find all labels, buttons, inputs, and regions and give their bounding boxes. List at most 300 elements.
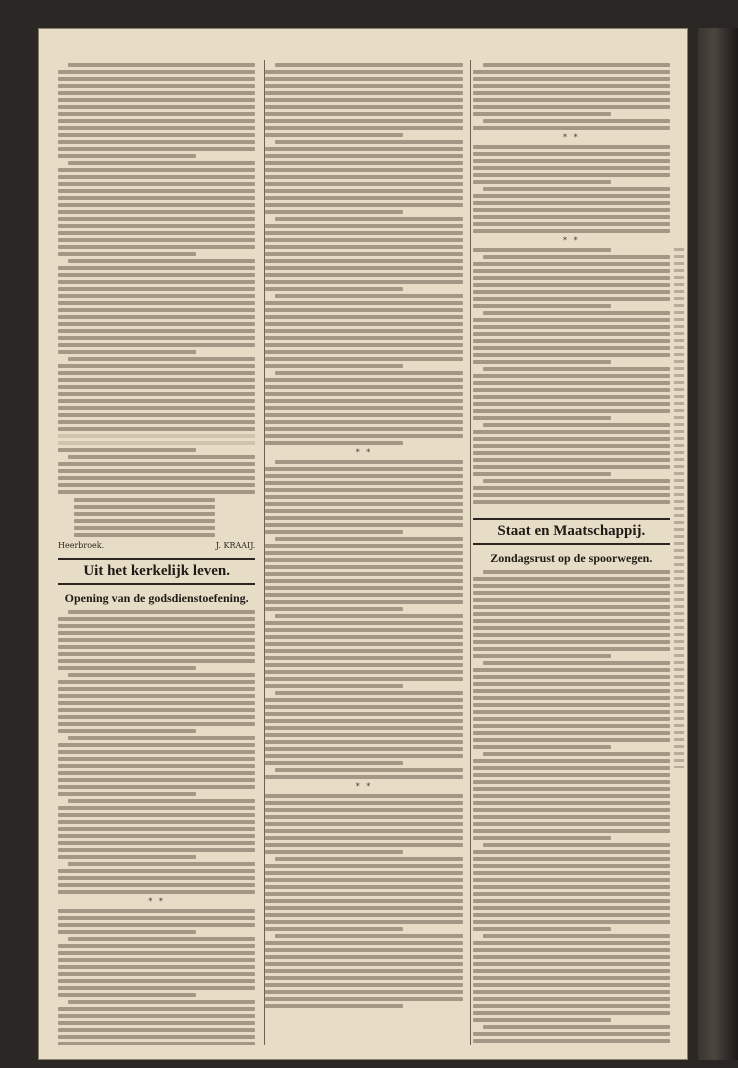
text-line [473,605,670,609]
text-line [265,829,462,833]
text-line [68,259,255,263]
text-line [58,848,255,852]
text-line [58,287,255,291]
text-line [58,930,196,934]
text-line [58,490,255,494]
text-line [58,785,255,789]
text-line [473,633,670,637]
text-line [473,262,670,266]
text-line [58,958,255,962]
text-line [473,145,670,149]
text-line [473,194,670,198]
text-line [58,965,255,969]
text-line [473,962,670,966]
text-line [265,843,462,847]
text-line [58,105,255,109]
text-line [58,841,255,845]
text-line [265,280,462,284]
text-line [58,280,255,284]
text-line [275,537,462,541]
text-line [265,98,462,102]
text-line [275,217,462,221]
text-line [265,308,462,312]
text-line [483,934,670,938]
text-line [58,1042,255,1045]
text-line [473,318,670,322]
text-line [58,322,255,326]
text-line [473,486,670,490]
section-separator: * * [355,782,373,791]
text-line [58,1028,255,1032]
text-line [473,458,670,462]
text-line [275,294,462,298]
text-line [58,336,255,340]
text-line [58,1035,255,1039]
text-line [473,983,670,987]
margin-bleed [674,248,684,768]
text-line [265,420,462,424]
text-line [58,687,255,691]
text-line [265,175,462,179]
text-line [265,350,462,354]
text-line [58,434,255,438]
text-line [473,1039,670,1043]
text-line [265,259,462,263]
text-line [265,301,462,305]
text-line [473,346,670,350]
text-line [265,850,403,854]
text-line [473,465,670,469]
text-line [58,413,255,417]
text-line [473,248,611,252]
text-line [265,941,462,945]
text-line [58,701,255,705]
text-line [58,1021,255,1025]
text-line [265,413,462,417]
text-line [58,420,255,424]
text-line [58,252,196,256]
text-line [58,70,255,74]
column-middle [265,60,462,1045]
text-line [265,864,462,868]
text-line [58,972,255,976]
text-line [58,792,196,796]
text-line [473,374,670,378]
text-line [473,913,670,917]
text-line [58,813,255,817]
text-line [58,469,255,473]
text-line [74,519,215,523]
text-line [58,617,255,621]
text-line [58,91,255,95]
text-line [473,864,670,868]
text-line [58,217,255,221]
text-line [275,460,462,464]
text-line [473,829,670,833]
text-line [265,322,462,326]
text-line [58,993,196,997]
text-line [473,969,670,973]
text-line [58,951,255,955]
text-line [265,920,462,924]
text-line [58,876,255,880]
text-line [68,63,255,67]
text-line [265,315,462,319]
text-line [473,229,670,233]
text-line [58,168,255,172]
text-line [265,434,462,438]
text-line [265,642,462,646]
text-line [58,119,255,123]
text-line [473,444,670,448]
text-line [58,224,255,228]
text-line [265,635,462,639]
text-line [473,112,611,116]
text-line [58,364,255,368]
column-left [58,60,255,1045]
text-line [58,666,196,670]
text-line [68,161,255,165]
text-line [473,126,670,130]
text-line [473,815,670,819]
text-line [265,698,462,702]
text-line [265,885,462,889]
text-line [265,761,403,765]
text-line [265,523,462,527]
section-title: Uit het kerkelijk leven. [58,558,255,585]
text-line [58,834,255,838]
text-line [58,743,255,747]
text-line [473,696,670,700]
text-line [473,201,670,205]
text-line [265,530,403,534]
text-line [58,827,255,831]
text-line [473,269,670,273]
text-line [473,787,670,791]
section-title: Staat en Maatschappij. [473,518,670,545]
text-line [265,70,462,74]
text-line [473,675,670,679]
text-line [275,140,462,144]
text-line [58,210,255,214]
text-line [473,836,611,840]
text-line [265,502,462,506]
text-line [473,1004,670,1008]
text-line [473,584,670,588]
section-separator: * * [355,448,373,457]
text-line [58,869,255,873]
text-line [58,476,255,480]
text-line [265,906,462,910]
text-line [265,976,462,980]
text-line [473,780,670,784]
text-line [58,315,255,319]
text-line [473,927,611,931]
text-line [265,836,462,840]
text-line [473,297,670,301]
text-line [265,77,462,81]
text-line [265,719,462,723]
text-line [265,481,462,485]
text-line [265,670,462,674]
text-line [473,1011,670,1015]
text-line [58,462,255,466]
text-line [265,628,462,632]
text-line [265,822,462,826]
text-line [265,509,462,513]
text-line [473,159,670,163]
text-line [265,467,462,471]
text-line [265,892,462,896]
text-line [473,409,670,413]
text-line [473,906,670,910]
text-line [74,512,215,516]
text-line [265,801,462,805]
text-line [473,948,670,952]
text-line [473,997,670,1001]
text-line [265,154,462,158]
text-line [58,483,255,487]
text-line [58,147,255,151]
article-body [58,63,255,494]
text-line [58,182,255,186]
text-line [483,423,670,427]
text-line [265,287,403,291]
text-line [265,551,462,555]
text-line [275,371,462,375]
text-line [58,986,255,990]
text-line [58,84,255,88]
text-line [473,1018,611,1022]
text-line [265,808,462,812]
text-line [473,801,670,805]
text-line [265,357,462,361]
text-line [58,308,255,312]
text-line [68,455,255,459]
text-line [265,427,462,431]
text-line [265,495,462,499]
text-line [58,659,255,663]
text-line [483,1025,670,1029]
text-line [58,631,255,635]
text-line [473,850,670,854]
text-line [58,820,255,824]
text-line [265,147,462,151]
text-line [473,955,670,959]
text-line [68,610,255,614]
text-line [58,294,255,298]
text-line [265,586,462,590]
text-line [265,516,462,520]
text-line [265,406,462,410]
text-line [483,311,670,315]
text-line [58,916,255,920]
text-line [265,962,462,966]
text-line [265,126,462,130]
text-line [473,892,670,896]
text-line [58,189,255,193]
text-line [58,350,196,354]
text-line [275,934,462,938]
article-title: Zondagsrust op de spoorwegen. [490,551,653,565]
verse-block [74,498,255,537]
article-body [473,63,670,504]
text-line [473,339,670,343]
text-line [275,63,462,67]
section-separator: * * [148,897,165,906]
text-line [68,799,255,803]
text-line [58,708,255,712]
text-line [265,684,403,688]
text-line [58,196,255,200]
text-line [473,885,670,889]
text-line [265,607,403,611]
text-columns [58,60,670,1045]
text-line [473,402,670,406]
article-body [473,570,670,1045]
text-line [473,724,670,728]
signature [58,541,255,550]
text-line [74,533,215,537]
text-line [265,364,403,368]
text-line [473,472,611,476]
text-line [473,91,670,95]
text-line [68,1000,255,1004]
text-line [265,161,462,165]
text-line [483,752,670,756]
text-line [473,941,670,945]
text-line [275,768,462,772]
text-line [58,638,255,642]
text-line [473,353,670,357]
text-line [473,173,670,177]
text-line [58,729,196,733]
text-line [265,621,462,625]
text-line [473,640,670,644]
text-line [483,843,670,847]
text-line [265,656,462,660]
text-line [265,593,462,597]
text-line [473,208,670,212]
text-line [473,766,670,770]
text-line [473,759,670,763]
text-line [265,385,462,389]
text-line [74,498,215,502]
text-line [58,175,255,179]
text-line [68,673,255,677]
text-line [265,399,462,403]
text-line [265,474,462,478]
text-line [265,1004,403,1008]
text-line [58,273,255,277]
text-line [265,871,462,875]
text-line [265,558,462,562]
text-line [58,140,255,144]
text-line [265,754,462,758]
text-line [265,927,403,931]
text-line [265,955,462,959]
text-line [473,647,670,651]
text-line [473,416,611,420]
text-line [473,871,670,875]
text-line [473,920,670,924]
column-right [473,60,670,1045]
text-line [473,822,670,826]
text-line [265,238,462,242]
text-line [58,231,255,235]
text-line [58,392,255,396]
text-line [473,451,670,455]
text-line [265,336,462,340]
text-line [58,245,255,249]
text-line [473,626,670,630]
text-line [58,238,255,242]
text-line [275,691,462,695]
text-line [473,283,670,287]
text-line [483,255,670,259]
text-line [74,526,215,530]
text-line [265,990,462,994]
text-line [265,544,462,548]
text-line [473,84,670,88]
text-line [473,388,670,392]
article-body [58,610,255,1045]
text-line [473,612,670,616]
text-line [58,722,255,726]
text-line [58,715,255,719]
text-line [473,808,670,812]
text-line [473,682,670,686]
text-line [265,899,462,903]
text-line [473,794,670,798]
text-line [58,764,255,768]
text-line [265,913,462,917]
text-line [68,736,255,740]
text-line [483,570,670,574]
text-line [483,63,670,67]
text-line [473,577,670,581]
text-line [58,203,255,207]
text-line [265,91,462,95]
text-line [473,304,611,308]
text-line [58,154,196,158]
text-line [265,392,462,396]
text-line [265,565,462,569]
text-line [265,210,403,214]
text-line [265,600,462,604]
text-line [473,731,670,735]
text-line [265,712,462,716]
text-line [58,652,255,656]
text-line [265,572,462,576]
text-line [265,983,462,987]
text-line [265,343,462,347]
text-line [473,703,670,707]
text-line [473,857,670,861]
text-line [265,119,462,123]
text-line [265,196,462,200]
article-body [265,63,462,1008]
text-line [265,84,462,88]
text-line [473,976,670,980]
text-line [58,694,255,698]
text-line [265,224,462,228]
text-line [58,343,255,347]
text-line [473,215,670,219]
text-line [473,152,670,156]
text-line [265,649,462,653]
text-line [473,381,670,385]
